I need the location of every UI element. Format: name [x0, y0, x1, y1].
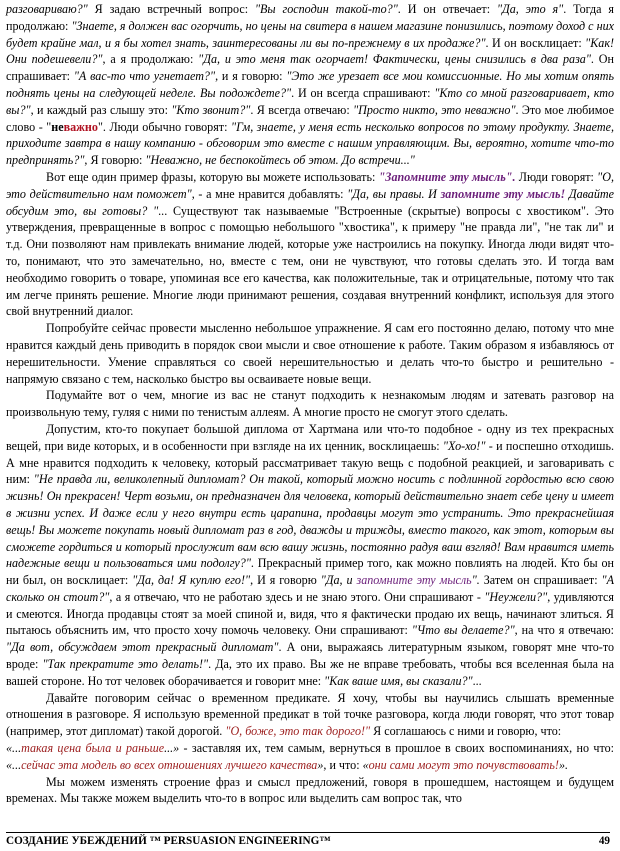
- text-run: сейчас эта модель во всех отношениях лучшего качества: [21, 757, 318, 772]
- text-run: »: [317, 757, 324, 772]
- page-footer: [6, 832, 610, 847]
- paragraph-7: [6, 740, 614, 774]
- paragraph-3: [6, 320, 614, 387]
- paragraph-5: [6, 421, 614, 690]
- text-run: не: [51, 119, 64, 134]
- paragraph-6: [6, 690, 614, 740]
- text-run: "Хо-хо!": [442, 438, 486, 453]
- text-run: "Да вот, обсуждаем этот прекрасный дипломат": [6, 640, 279, 655]
- text-run: Давайте поговорим сейчас о временном предикате. Я хочу, чтобы вы научились слышать временные отношения в разговоре. Я использую временной предикат в той точке разговора, когда люди говорят, что этот товар (например, этот дипломат) такой дорогой.: [6, 690, 614, 739]
- footer-title: СОЗДАНИЕ УБЕЖДЕНИЙ ™ PERSUASION ENGINEERING™: [6, 835, 331, 847]
- text-run: . Это мое любимое слово - ": [6, 102, 614, 134]
- text-run: "Запомните эту мысль".: [378, 169, 516, 184]
- text-run: "Вы господин такой-то?": [254, 2, 398, 16]
- text-run: "Да, да! Я куплю его!": [132, 573, 251, 588]
- text-run: - и поспешно отходишь. А мне нравится подходить к человеку, который рассматривает такую вещь с подобной реакцией, и заговаривать с ним:: [6, 438, 614, 487]
- text-run: Мы можем изменять строение фраз и смысл предложений, говоря в прошедшем, настоящем и будущем временах. Мы также можем выделить что-то в вопрос или выделить сам вопрос так, что: [6, 774, 614, 806]
- text-run: "Гм, знаете, у меня есть несколько вопросов по этому продукту. Знаете, приходите завтра в нашу компанию - обговорим это вместе с нашим управляющим. Вы, вероятно, хотите что-то предпринять?": [6, 119, 614, 168]
- text-run: , И я говорю: [250, 573, 321, 588]
- text-run: "Да, это я": [496, 2, 564, 16]
- text-run: , и я говорю:: [215, 69, 287, 84]
- paragraph-8: [6, 774, 614, 808]
- text-run: "О, это действительно нам поможет": [6, 169, 614, 201]
- text-run: Я соглашаюсь с ними и говорю, что:: [370, 724, 562, 739]
- text-run: ...: [472, 673, 482, 688]
- text-run: "Кто со мной разговаривает, кто вы?": [6, 85, 614, 117]
- text-run: . И он отвечает:: [397, 2, 497, 16]
- text-run: "Знаете, я должен вас огорчить, но цены на свитера в нашем магазине понизились, поэтому доход с них будет крайне мал, и я бы хотел знать, заинтересованы ли вы по-прежнему в их продаже?": [6, 18, 614, 50]
- text-run: , а я отвечаю, что не работаю здесь и не знаю этого. Они спрашивают -: [109, 589, 485, 604]
- paragraph-1: [6, 1, 614, 169]
- text-run: ...»: [164, 741, 180, 756]
- text-run: . Он спрашивает:: [6, 52, 614, 84]
- text-run: Я задаю встречный вопрос:: [87, 2, 255, 16]
- text-run: «: [362, 757, 369, 772]
- text-run: "Как! Они подешевели?": [6, 35, 614, 67]
- text-run: Люди говорят:: [515, 169, 598, 184]
- text-run: "Так прекратите это делать!": [42, 657, 209, 672]
- text-run: "О, боже, это так дорого!": [225, 724, 371, 739]
- body-text: [6, 1, 614, 807]
- text-run: . Я всегда отвечаю:: [250, 102, 354, 117]
- text-run: ". Люди обычно говорят:: [97, 119, 232, 134]
- paragraph-4: [6, 387, 614, 421]
- text-run: , - а мне нравится добавлять:: [191, 186, 348, 201]
- text-run: "Как ваше имя, вы сказали?": [324, 673, 473, 688]
- paragraph-2: [6, 169, 614, 320]
- text-run: "Не правда ли, великолепный дипломат? Он такой, который можно носить с подлинной гордостью всю свою жизнь! Он прекрасен! Черт возьми, он предназначен для человека, который действительно знает себе цену и имеет в жизни успех. И даже если у него внутри есть царапина, продавцы могут это устранить. Это прекраснейшая вещь! Вы можете покупать новый дипломат раз в год, дважды и трижды, вместо такого, как этот, которым вы сможете гордиться и который прослужит вам всю вашу жизнь, постоянно радуя ваш взгляд! Вам нравится иметь надежные вещи и пользоваться ими подолгу?": [6, 472, 614, 571]
- text-run: разговариваю?": [6, 2, 88, 16]
- text-run: они сами могут это почувствовать!: [368, 757, 559, 772]
- text-run: Попробуйте сейчас провести мысленно небольшое упражнение. Я сам его постоянно делаю, потому что мне нравится каждый день приводить в порядок свои мысли и свое отношение к работе. Таким образом я избавляюсь от нерешительности. Умение справляться со своей нерешительностью и делать что-то быстро и решительно - напрямую связано с тем, насколько быстро вы осваиваете новые вещи.: [6, 321, 614, 386]
- text-run: , удивляются и смеются. Иногда продавцы стоят за моей спиной и, видя, что я фактически продаю их вещь, начинают злиться. Я пытаюсь объяснить им, что просто хочу помочь человеку. Они спрашивают:: [6, 589, 614, 638]
- text-run: "Это же урезает все мои комиссионные. Но мы хотим опять поднять цены на следующей неделе. Вы подождете?": [6, 69, 615, 100]
- text-run: ».: [558, 757, 569, 772]
- text-run: такая цена была и раньше: [21, 741, 165, 756]
- text-run: ... Существуют так называемые "Встроенные (скрытые) вопросы с хвостиком". Это утверждения, превращенные в вопрос с помощью небольшого "хвостика", к примеру "не правда ли", "не так ли" и т.д. Они позволяют нам привлекать внимание людей, которые уже настроились на покупку. Иногда люди видят что-то, понимают, что это замечательно, но, вместе с тем, они не чувствуют, что готовы сделать это. И тогда вам необходимо говорить о товаре, упоминая все его качества, как положительные, так и отрицательные, потому что так им легче принять решение. Многие люди принимают решения, создавая внутренний конфликт, используя для этого свой внутренний диалог.: [6, 203, 614, 319]
- text-run: Допустим, кто-то покупает большой диплома от Хартмана или что-то подобное - одну из тех прекрасных вещей, при виде которых, и в особенности при взгляде на их ценник, восклицаешь:: [6, 421, 614, 453]
- text-run: Давайте обсудим это, вы готовы? ": [6, 186, 614, 218]
- text-run: Затем он спрашивает:: [479, 573, 602, 588]
- text-run: «...: [6, 741, 22, 756]
- text-run: «...: [6, 757, 22, 772]
- text-run: ".: [471, 573, 480, 588]
- page-number: 49: [598, 835, 610, 847]
- text-run: . Да, это их право. Вы же не вправе требовать, чтобы вся вселенная была на вашей стороне. Но тот человек оборачивается и говорит мне:: [6, 657, 614, 688]
- text-run: , и что:: [323, 757, 363, 772]
- text-run: . Прекрасный пример того, как можно повлиять на людей. Кто бы он ни был, он восклицает:: [6, 556, 615, 588]
- text-run: . А они, выражаясь литературным языком, говорят мне что-то вроде:: [6, 640, 614, 672]
- text-run: "Да, и это меня так огорчает! Фактически, цены снизились в два раза": [198, 52, 591, 67]
- text-run: запомните эту мысль: [356, 573, 472, 588]
- text-run: важно: [63, 119, 98, 134]
- text-run: "Что вы делаете?": [411, 623, 515, 638]
- text-run: "Кто звонит?": [171, 102, 251, 117]
- text-run: , а я продолжаю:: [102, 52, 199, 67]
- text-run: "Да, вы правы. И: [347, 186, 441, 201]
- text-run: . И он восклицает:: [485, 35, 586, 50]
- text-run: "А вас-то что угнетает?": [73, 69, 216, 84]
- text-run: - заставляя их, тем самым, вернуться в прошлое в своих воспоминаниях, но что:: [179, 741, 614, 756]
- text-run: , Я говорю:: [84, 153, 146, 168]
- text-run: Вот еще один пример фразы, которую вы можете использовать:: [46, 169, 379, 184]
- text-run: "Просто никто, это неважно": [353, 102, 516, 117]
- text-run: "Неважно, не беспокойтесь об этом. До встречи...": [145, 153, 415, 168]
- text-run: "Неужели?": [484, 589, 548, 604]
- text-run: . Тогда я продолжаю:: [6, 2, 614, 33]
- text-run: , и каждый раз слышу это:: [30, 102, 172, 117]
- text-run: . И он всегда спрашивают:: [291, 85, 435, 100]
- text-run: , на что я отвечаю:: [514, 623, 615, 638]
- text-run: Подумайте вот о чем, многие из вас не станут подходить к незнакомым людям и затевать разговор на произвольную тему, гуляя с ними по тенистым аллеям. А многие просто не смогут этого сделать.: [6, 388, 614, 420]
- text-run: запомните эту мысль!: [440, 186, 566, 201]
- text-run: "Да, и: [320, 573, 357, 588]
- text-run: "А сколько он стоит?": [6, 573, 614, 604]
